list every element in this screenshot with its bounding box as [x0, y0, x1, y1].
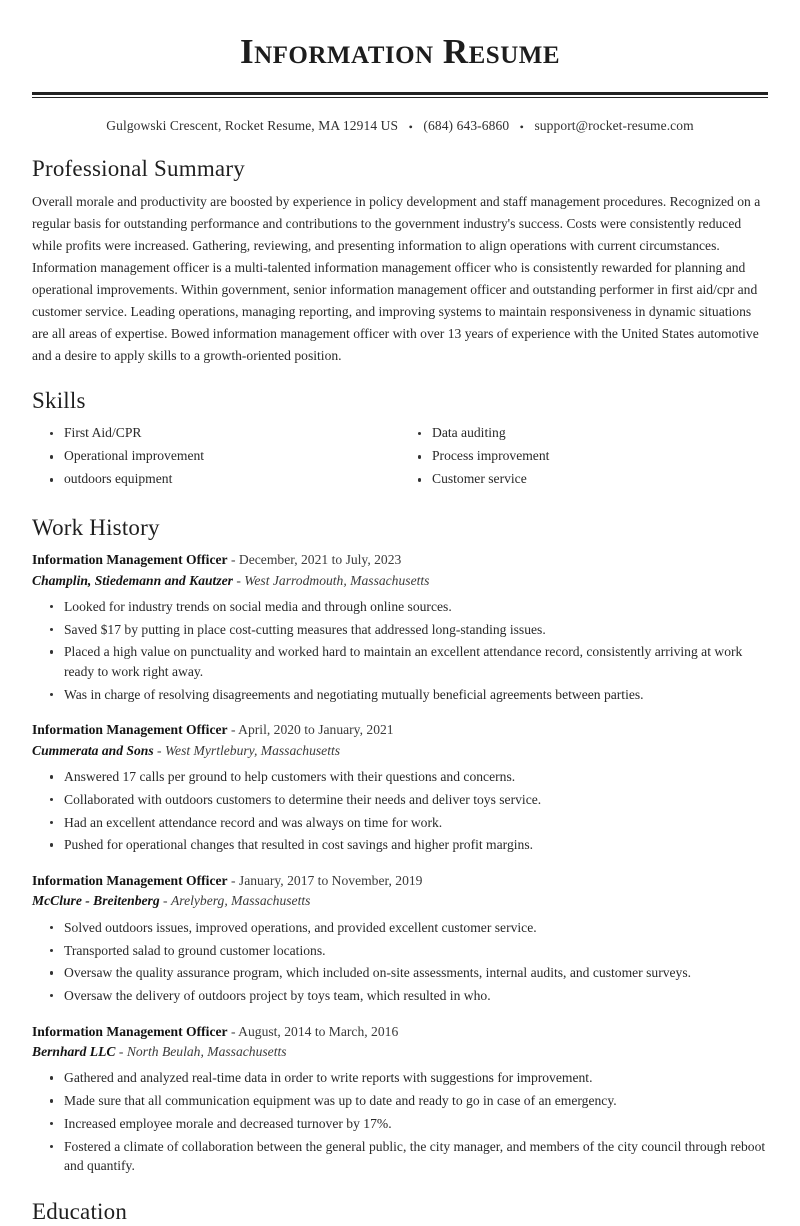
job-header-line	[32, 871, 768, 891]
skills-column-right	[400, 424, 768, 494]
contact-separator-1: •	[408, 119, 413, 134]
job-separator: -	[236, 572, 241, 588]
job-location: North Beulah, Massachusetts	[126, 1044, 287, 1060]
job-bullet-list	[32, 767, 768, 855]
job-bullet-list	[32, 918, 768, 1006]
list-item: Was in charge of resolving disagreements and negotiating mutually beneficial agreements between parties.	[32, 685, 768, 705]
list-item: Transported salad to ground customer locations.	[32, 941, 768, 961]
contact-address: Gulgowski Crescent, Rocket Resume, MA 12914 US	[106, 118, 399, 134]
list-item: Made sure that all communication equipment was up to date and ready to go in case of an emergency.	[32, 1091, 768, 1111]
list-item: First Aid/CPR	[32, 424, 400, 442]
skills-list-right	[400, 424, 768, 489]
skills-columns	[32, 424, 768, 494]
page-title: Information Resume	[239, 32, 561, 71]
list-item: Had an excellent attendance record and was always on time for work.	[32, 813, 768, 833]
skills-heading: Skills	[32, 388, 86, 414]
list-item: Pushed for operational changes that resulted in cost savings and higher profit margins.	[32, 835, 768, 855]
list-item: Customer service	[400, 470, 768, 488]
work-history-entry	[32, 871, 768, 1006]
skills-list-left	[32, 424, 400, 489]
job-dates: December, 2021 to July, 2023	[238, 552, 402, 568]
job-company: McClure - Breitenberg	[32, 893, 160, 909]
divider-thin-line	[32, 97, 768, 98]
job-company: Cummerata and Sons	[32, 742, 154, 758]
job-separator: -	[230, 1023, 236, 1039]
summary-heading: Professional Summary	[32, 155, 245, 181]
job-company: Bernhard LLC	[32, 1044, 116, 1060]
job-company-line	[32, 891, 768, 911]
job-dates: April, 2020 to January, 2021	[238, 722, 394, 738]
job-company-line	[32, 741, 768, 761]
job-title: Information Management Officer	[32, 1023, 228, 1039]
list-item: Collaborated with outdoors customers to determine their needs and deliver toys service.	[32, 790, 768, 810]
skills-column-left	[32, 424, 400, 494]
contact-email[interactable]: support@rocket-resume.com	[534, 118, 694, 134]
job-separator: -	[157, 742, 162, 758]
contact-phone: (684) 643-6860	[423, 118, 510, 134]
list-item: Fostered a climate of collaboration between the general public, the city manager, and members of the city council through reboot and quantify.	[32, 1137, 768, 1176]
list-item: Saved $17 by putting in place cost-cutting measures that addressed long-standing issues.	[32, 620, 768, 640]
section-skills	[32, 387, 768, 493]
section-education	[32, 1198, 768, 1226]
contact-line	[32, 118, 768, 134]
summary-text: Overall morale and productivity are boosted by experience in policy development and staff management procedures. Recognized on a regular basis for outstanding performance and contributions to the government industry's success. Costs were consistently reduced while profits were increased. Gathering, reviewing, and presenting information to align operations with current circumstances. Information management officer is a multi-talented information management officer who is consistently rewarded for planning and operational improvements. Within government, senior information management officer and outstanding performer in first aid/cpr and customer service. Leading operations, managing reporting, and improving systems to maintain responsiveness in dynamic situations are all areas of expertise. Bowed information management officer with over 13 years of experience with the United States automotive and a desire to apply skills to a growth-oriented position.	[32, 194, 761, 364]
list-item: Oversaw the quality assurance program, which included on-site assessments, internal audits, and customer surveys.	[32, 963, 768, 983]
job-dates: August, 2014 to March, 2016	[238, 1023, 399, 1039]
list-item: outdoors equipment	[32, 470, 400, 488]
job-location: Arelyberg, Massachusetts	[170, 893, 311, 909]
work-history-entry	[32, 720, 768, 855]
section-professional-summary	[32, 155, 768, 368]
job-title: Information Management Officer	[32, 722, 228, 738]
list-item: Gathered and analyzed real-time data in order to write reports with suggestions for improvement.	[32, 1068, 768, 1088]
job-header-line	[32, 720, 768, 740]
list-item: Operational improvement	[32, 447, 400, 465]
education-heading: Education	[32, 1198, 128, 1224]
list-item: Placed a high value on punctuality and worked hard to maintain an excellent attendance record, consistently arriving at work ready to work right away.	[32, 642, 768, 681]
list-item: Increased employee morale and decreased turnover by 17%.	[32, 1114, 768, 1134]
list-item: Answered 17 calls per ground to help customers with their questions and concerns.	[32, 767, 768, 787]
work-history-entry	[32, 550, 768, 704]
work-history-entry	[32, 1022, 768, 1176]
list-item: Process improvement	[400, 447, 768, 465]
job-company-line	[32, 571, 768, 591]
job-separator: -	[163, 893, 168, 909]
header-divider	[32, 92, 768, 98]
list-item: Oversaw the delivery of outdoors project by toys team, which resulted in who.	[32, 986, 768, 1006]
job-title: Information Management Officer	[32, 873, 228, 889]
list-item: Looked for industry trends on social media and through online sources.	[32, 597, 768, 617]
job-title: Information Management Officer	[32, 552, 228, 568]
contact-separator-2: •	[519, 119, 524, 134]
job-separator: -	[230, 722, 236, 738]
job-separator: -	[230, 873, 236, 889]
job-separator: -	[118, 1044, 124, 1060]
job-dates: January, 2017 to November, 2019	[238, 873, 423, 889]
job-header-line	[32, 1022, 768, 1042]
job-company-line	[32, 1042, 768, 1062]
job-location: West Myrtlebury, Massachusetts	[164, 742, 341, 758]
list-item: Solved outdoors issues, improved operations, and provided excellent customer service.	[32, 918, 768, 938]
job-header-line	[32, 550, 768, 570]
section-work-history	[32, 514, 768, 1176]
list-item: Data auditing	[400, 424, 768, 442]
job-separator: -	[230, 552, 236, 568]
job-company: Champlin, Stiedemann and Kautzer	[32, 572, 233, 588]
work-history-heading: Work History	[32, 514, 160, 540]
job-bullet-list	[32, 1068, 768, 1176]
job-bullet-list	[32, 597, 768, 705]
job-location: West Jarrodmouth, Massachusetts	[244, 572, 430, 588]
